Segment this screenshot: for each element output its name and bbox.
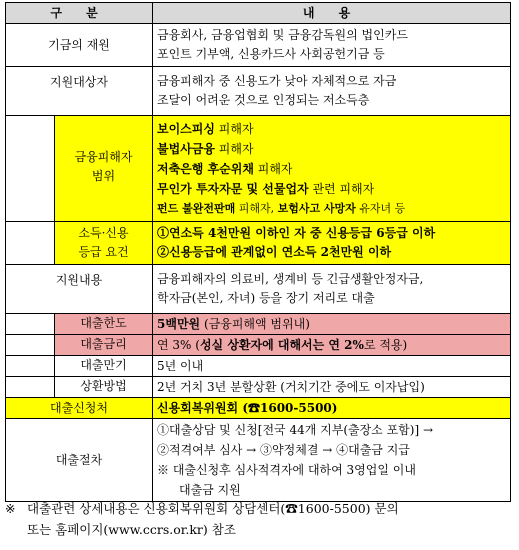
text-line: 금융피해자 중 신용도가 낮아 자체적으로 자금 bbox=[157, 74, 397, 88]
label-line: 범위 bbox=[91, 169, 116, 183]
footnote-text: 대출관련 상세내용은 신용회복위원회 상담센터(☎1600-5500) 문의 bbox=[27, 501, 399, 516]
content-loan-rate: 연 3% (성실 상환자에 대해서는 연 2%로 적용) bbox=[153, 335, 511, 356]
row-loan-limit bbox=[6, 314, 511, 335]
text-line: 조달이 어려운 것으로 인정되는 저소득층 bbox=[157, 93, 370, 107]
header-category: 구 분 bbox=[6, 3, 153, 24]
row-victim-scope bbox=[6, 116, 511, 222]
row-fund-source bbox=[6, 24, 511, 67]
victim-item: 보이스피싱 피해자 bbox=[157, 121, 254, 136]
footnote bbox=[5, 498, 511, 540]
label-income-credit bbox=[54, 222, 152, 264]
row-apply-place bbox=[6, 398, 511, 419]
label-loan-limit: 대출한도 bbox=[54, 314, 152, 334]
label-support-content: 지원내용 bbox=[6, 265, 153, 314]
content-victim-scope bbox=[153, 116, 511, 222]
footnote-line-1 bbox=[5, 498, 511, 519]
loan-info-table bbox=[5, 2, 511, 502]
content-income-credit bbox=[153, 222, 511, 265]
label-support-target: 지원대상자 bbox=[6, 67, 153, 116]
label-apply-place: 대출신청처 bbox=[6, 398, 153, 419]
text-line: 금융피해자의 의료비, 생계비 등 긴급생활안정자금, bbox=[157, 272, 424, 286]
label-procedure: 대출절차 bbox=[6, 419, 153, 502]
header-content: 내 용 bbox=[153, 3, 511, 24]
victim-item: 불법사금융 피해자 bbox=[157, 141, 254, 156]
label-repayment-cell bbox=[6, 377, 153, 398]
label-line: 금융피해자 bbox=[74, 150, 133, 164]
table-header-row bbox=[6, 3, 511, 24]
row-support-target bbox=[6, 67, 511, 116]
text-line: 포인트 기부액, 신용카드사 사회공헌기금 등 bbox=[157, 47, 385, 61]
text-line: ①연소득 4천만원 이하인 자 중 신용등급 6등급 이하 bbox=[157, 226, 436, 240]
victim-item: 펀드 불완전판매 피해자, 보험사고 사망자 유자녀 등 bbox=[157, 201, 406, 215]
loan-info-table-wrapper bbox=[5, 2, 510, 502]
row-support-content bbox=[6, 265, 511, 314]
label-fund-source: 기금의 재원 bbox=[6, 24, 153, 67]
text-line: 학자금(본인, 자녀) 등을 장기 저리로 대출 bbox=[157, 291, 375, 305]
text-line: ①대출상담 및 신청[전국 44개 지부(출장소 포함)] → bbox=[157, 423, 434, 437]
label-income-credit-cell bbox=[6, 222, 153, 265]
text-line: 금융회사, 금융업협회 및 금융감독원의 법인카드 bbox=[157, 28, 408, 42]
label-loan-rate: 대출금리 bbox=[54, 335, 152, 355]
footnote-line-2: 또는 홈페이지(www.ccrs.or.kr) 참조 bbox=[27, 522, 236, 537]
victim-item: 무인가 투자자문 및 선물업자 관련 피해자 bbox=[157, 181, 375, 196]
content-loan-term: 5년 이내 bbox=[153, 356, 511, 377]
label-loan-term: 대출만기 bbox=[54, 356, 152, 376]
victim-item: 저축은행 후순위채 피해자 bbox=[157, 161, 293, 176]
footnote-mark: ※ bbox=[5, 501, 16, 516]
content-apply-place: 신용회복위원회 (☎1600-5500) bbox=[153, 398, 511, 419]
content-support-content bbox=[153, 265, 511, 314]
label-victim-scope bbox=[54, 116, 152, 221]
content-loan-limit: 5백만원 (금융피해액 범위내) bbox=[153, 314, 511, 335]
row-loan-term bbox=[6, 356, 511, 377]
text-line: ②적격여부 심사 → ③약정체결 → ④대출금 지급 bbox=[157, 443, 410, 457]
label-victim-scope-cell bbox=[6, 116, 153, 222]
content-repayment: 2년 거치 3년 분할상환 (거치기간 중에도 이자납입) bbox=[153, 377, 511, 398]
row-loan-rate bbox=[6, 335, 511, 356]
content-support-target bbox=[153, 67, 511, 116]
label-loan-limit-cell bbox=[6, 314, 153, 335]
row-procedure bbox=[6, 419, 511, 502]
label-line: 등급 요건 bbox=[78, 245, 129, 259]
text-line: ※ 대출신청후 심사적격자에 대하여 3영업일 이내 bbox=[157, 463, 416, 477]
text-line: 대출금 지원 bbox=[179, 483, 241, 497]
label-loan-rate-cell bbox=[6, 335, 153, 356]
row-repayment bbox=[6, 377, 511, 398]
content-procedure bbox=[153, 419, 511, 502]
label-loan-term-cell bbox=[6, 356, 153, 377]
label-line: 소득·신용 bbox=[78, 226, 129, 240]
content-fund-source bbox=[153, 24, 511, 67]
text-line: ②신용등급에 관계없이 연소득 2천만원 이하 bbox=[157, 245, 392, 259]
row-income-credit bbox=[6, 222, 511, 265]
label-repayment: 상환방법 bbox=[54, 377, 152, 397]
